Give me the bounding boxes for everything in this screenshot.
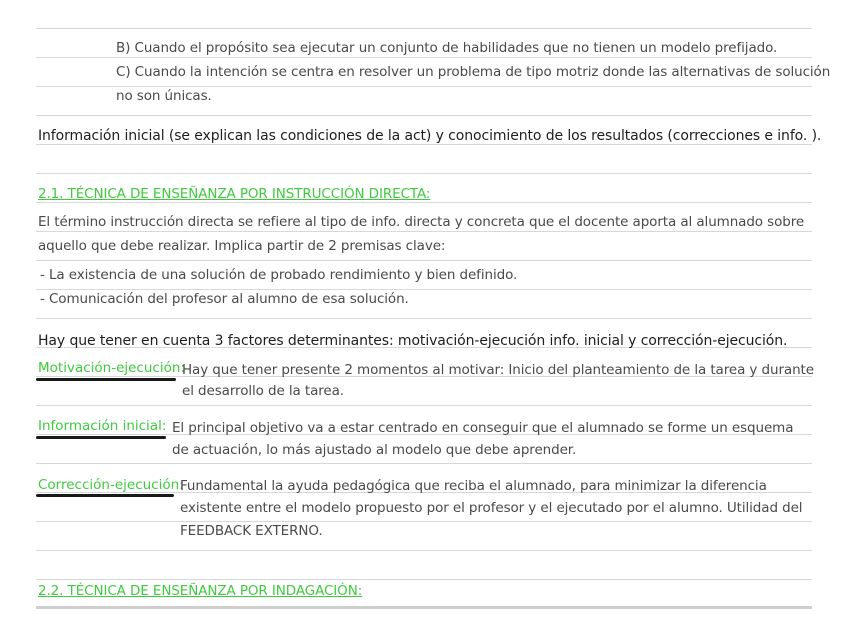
ruled-line bbox=[36, 202, 812, 203]
ruled-line bbox=[36, 173, 812, 174]
ruled-line bbox=[36, 57, 812, 58]
motivacion-underline bbox=[36, 378, 176, 381]
ruled-line bbox=[36, 28, 812, 29]
correccion-label: Corrección-ejecución: bbox=[38, 477, 184, 493]
ruled-line bbox=[36, 260, 812, 261]
ruled-line bbox=[36, 115, 812, 116]
motivacion-label: Motivación-ejecución: bbox=[38, 360, 185, 376]
correccion-underline bbox=[36, 494, 174, 497]
option-c-line2: no son únicas. bbox=[116, 88, 212, 104]
ruled-line-bottom bbox=[36, 606, 812, 609]
ruled-line bbox=[36, 318, 812, 319]
motivacion-line2: el desarrollo de la tarea. bbox=[182, 383, 344, 399]
ruled-line bbox=[36, 289, 812, 290]
informacion-line1: El principal objetivo va a estar centrado en conseguir que el alumnado se forme un esquema bbox=[172, 420, 794, 436]
ruled-line bbox=[36, 86, 812, 87]
ruled-line bbox=[36, 144, 812, 145]
option-b: B) Cuando el propósito sea ejecutar un conjunto de habilidades que no tienen un modelo prefijado. bbox=[116, 40, 778, 56]
section-22-heading: 2.2. TÉCNICA DE ENSEÑANZA POR INDAGACIÓN: bbox=[38, 583, 363, 599]
ruled-line bbox=[36, 463, 812, 464]
ruled-line bbox=[36, 405, 812, 406]
factors-sentence: Hay que tener en cuenta 3 factores determinantes: motivación-ejecución info. inicial y corrección-ejecución. bbox=[38, 333, 788, 349]
informacion-underline bbox=[36, 436, 166, 439]
ruled-line bbox=[36, 231, 812, 232]
informacion-label: Información inicial: bbox=[38, 418, 167, 434]
section-21-para-line2: aquello que debe realizar. Implica partir de 2 premisas clave: bbox=[38, 238, 446, 254]
correccion-line2: existente entre el modelo propuesto por el profesor y el ejecutado por el alumno. Utilidad del bbox=[180, 500, 803, 516]
ruled-line bbox=[36, 521, 812, 522]
motivacion-line1: Hay que tener presente 2 momentos al motivar: Inicio del planteamiento de la tarea y durante bbox=[182, 362, 814, 378]
informacion-line2: de actuación, lo más ajustado al modelo que debe aprender. bbox=[172, 442, 577, 458]
info-inicial-note: Información inicial (se explican las condiciones de la act) y conocimiento de los resultados (correcciones e info. ). bbox=[38, 128, 822, 144]
ruled-line bbox=[36, 579, 812, 580]
section-21-para-line1: El término instrucción directa se refiere al tipo de info. directa y concreta que el docente aporta al alumnado sobre bbox=[38, 214, 805, 230]
ruled-line bbox=[36, 550, 812, 551]
bullet-2: - Comunicación del profesor al alumno de esa solución. bbox=[40, 291, 409, 307]
section-21-heading: 2.1. TÉCNICA DE ENSEÑANZA POR INSTRUCCIÓN DIRECTA: bbox=[38, 186, 431, 202]
option-c-line1: C) Cuando la intención se centra en resolver un problema de tipo motriz donde las alternativas de solución bbox=[116, 64, 831, 80]
correccion-line3: FEEDBACK EXTERNO. bbox=[180, 523, 323, 539]
correccion-line1: Fundamental la ayuda pedagógica que reciba el alumnado, para minimizar la diferencia bbox=[180, 478, 767, 494]
bullet-1: - La existencia de una solución de probado rendimiento y bien definido. bbox=[40, 267, 518, 283]
